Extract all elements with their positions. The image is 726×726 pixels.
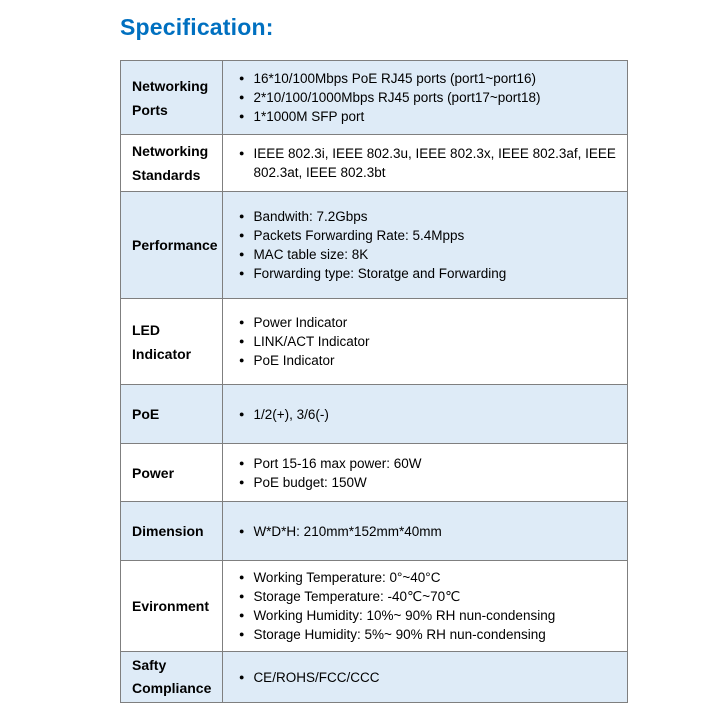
bullet-icon: ● (239, 111, 245, 121)
spec-item (239, 264, 617, 283)
spec-item-text: Working Temperature: 0°~40°C (253, 570, 441, 585)
row-label: Safty Compliance (121, 652, 223, 703)
row-label: Networking Ports (121, 61, 223, 135)
bullet-icon: ● (239, 211, 245, 221)
table-row (121, 652, 628, 703)
spec-item (239, 405, 617, 424)
spec-item (239, 351, 617, 370)
table-row (121, 385, 628, 444)
row-values (223, 444, 628, 502)
row-label: Power (121, 444, 223, 502)
spec-item-text: LINK/ACT Indicator (253, 334, 370, 349)
spec-item (239, 522, 617, 541)
spec-item (239, 587, 617, 606)
spec-item (239, 107, 617, 126)
spec-item-text: Storage Humidity: 5%~ 90% RH nun-condensing (253, 627, 546, 642)
row-values (223, 61, 628, 135)
spec-item-text: PoE Indicator (253, 353, 335, 368)
spec-item-text: 16*10/100Mbps PoE RJ45 ports (port1~port16) (253, 71, 536, 86)
spec-item (239, 144, 617, 182)
row-label: PoE (121, 385, 223, 444)
bullet-icon: ● (239, 457, 245, 468)
bullet-icon: ● (239, 92, 245, 102)
table-row (121, 192, 628, 299)
row-values (223, 561, 628, 652)
spec-item (239, 332, 617, 351)
row-values (223, 192, 628, 299)
spec-item-text: CE/ROHS/FCC/CCC (253, 669, 380, 685)
row-values (223, 135, 628, 192)
spec-item-text: Packets Forwarding Rate: 5.4Mpps (253, 228, 465, 243)
spec-item (239, 69, 617, 88)
spec-table (120, 60, 628, 703)
spec-item-text: Bandwith: 7.2Gbps (253, 209, 368, 224)
spec-item-text: IEEE 802.3i, IEEE 802.3u, IEEE 802.3x, IEEE 802.3af, IEEE 802.3at, IEEE 802.3bt (253, 146, 616, 180)
spec-item-text: 1/2(+), 3/6(-) (253, 406, 329, 422)
bullet-icon: ● (239, 525, 245, 536)
spec-item (239, 313, 617, 332)
table-row (121, 61, 628, 135)
spec-item-text: W*D*H: 210mm*152mm*40mm (253, 523, 442, 539)
bullet-icon: ● (239, 476, 245, 487)
spec-item-text: PoE budget: 150W (253, 474, 367, 490)
table-row (121, 561, 628, 652)
bullet-icon: ● (239, 249, 245, 259)
table-row (121, 299, 628, 385)
spec-item (239, 606, 617, 625)
spec-item-text: Storage Temperature: -40℃~70℃ (253, 589, 461, 604)
spec-item (239, 88, 617, 107)
row-label: Evironment (121, 561, 223, 652)
row-values (223, 502, 628, 561)
spec-item-text: Working Humidity: 10%~ 90% RH nun-condensing (253, 608, 556, 623)
spec-item-text: 1*1000M SFP port (253, 109, 365, 124)
spec-item (239, 226, 617, 245)
row-values (223, 299, 628, 385)
row-label: Dimension (121, 502, 223, 561)
spec-item (239, 207, 617, 226)
bullet-icon: ● (239, 610, 245, 620)
spec-item (239, 668, 617, 687)
spec-item-text: Port 15-16 max power: 60W (253, 455, 422, 471)
spec-item-text: 2*10/100/1000Mbps RJ45 ports (port17~port18) (253, 90, 541, 105)
spec-item-text: MAC table size: 8K (253, 247, 369, 262)
row-label: Performance (121, 192, 223, 299)
row-values (223, 385, 628, 444)
table-row (121, 135, 628, 192)
bullet-icon: ● (239, 336, 245, 346)
spec-item (239, 625, 617, 644)
spec-item-text: Forwarding type: Storatge and Forwarding (253, 266, 507, 281)
bullet-icon: ● (239, 591, 245, 601)
bullet-icon: ● (239, 148, 245, 158)
spec-item (239, 454, 617, 473)
table-row (121, 444, 628, 502)
table-row (121, 502, 628, 561)
row-label: LED Indicator (121, 299, 223, 385)
spec-item (239, 245, 617, 264)
bullet-icon: ● (239, 671, 245, 682)
spec-item (239, 473, 617, 492)
page-title: Specification: (120, 14, 274, 40)
bullet-icon: ● (239, 230, 245, 240)
spec-item (239, 568, 617, 587)
row-label: Networking Standards (121, 135, 223, 192)
bullet-icon: ● (239, 355, 245, 365)
bullet-icon: ● (239, 73, 245, 83)
spec-table-body (121, 61, 628, 703)
bullet-icon: ● (239, 408, 245, 419)
bullet-icon: ● (239, 268, 245, 278)
bullet-icon: ● (239, 317, 245, 327)
row-values (223, 652, 628, 703)
bullet-icon: ● (239, 629, 245, 639)
bullet-icon: ● (239, 572, 245, 582)
spec-item-text: Power Indicator (253, 315, 348, 330)
